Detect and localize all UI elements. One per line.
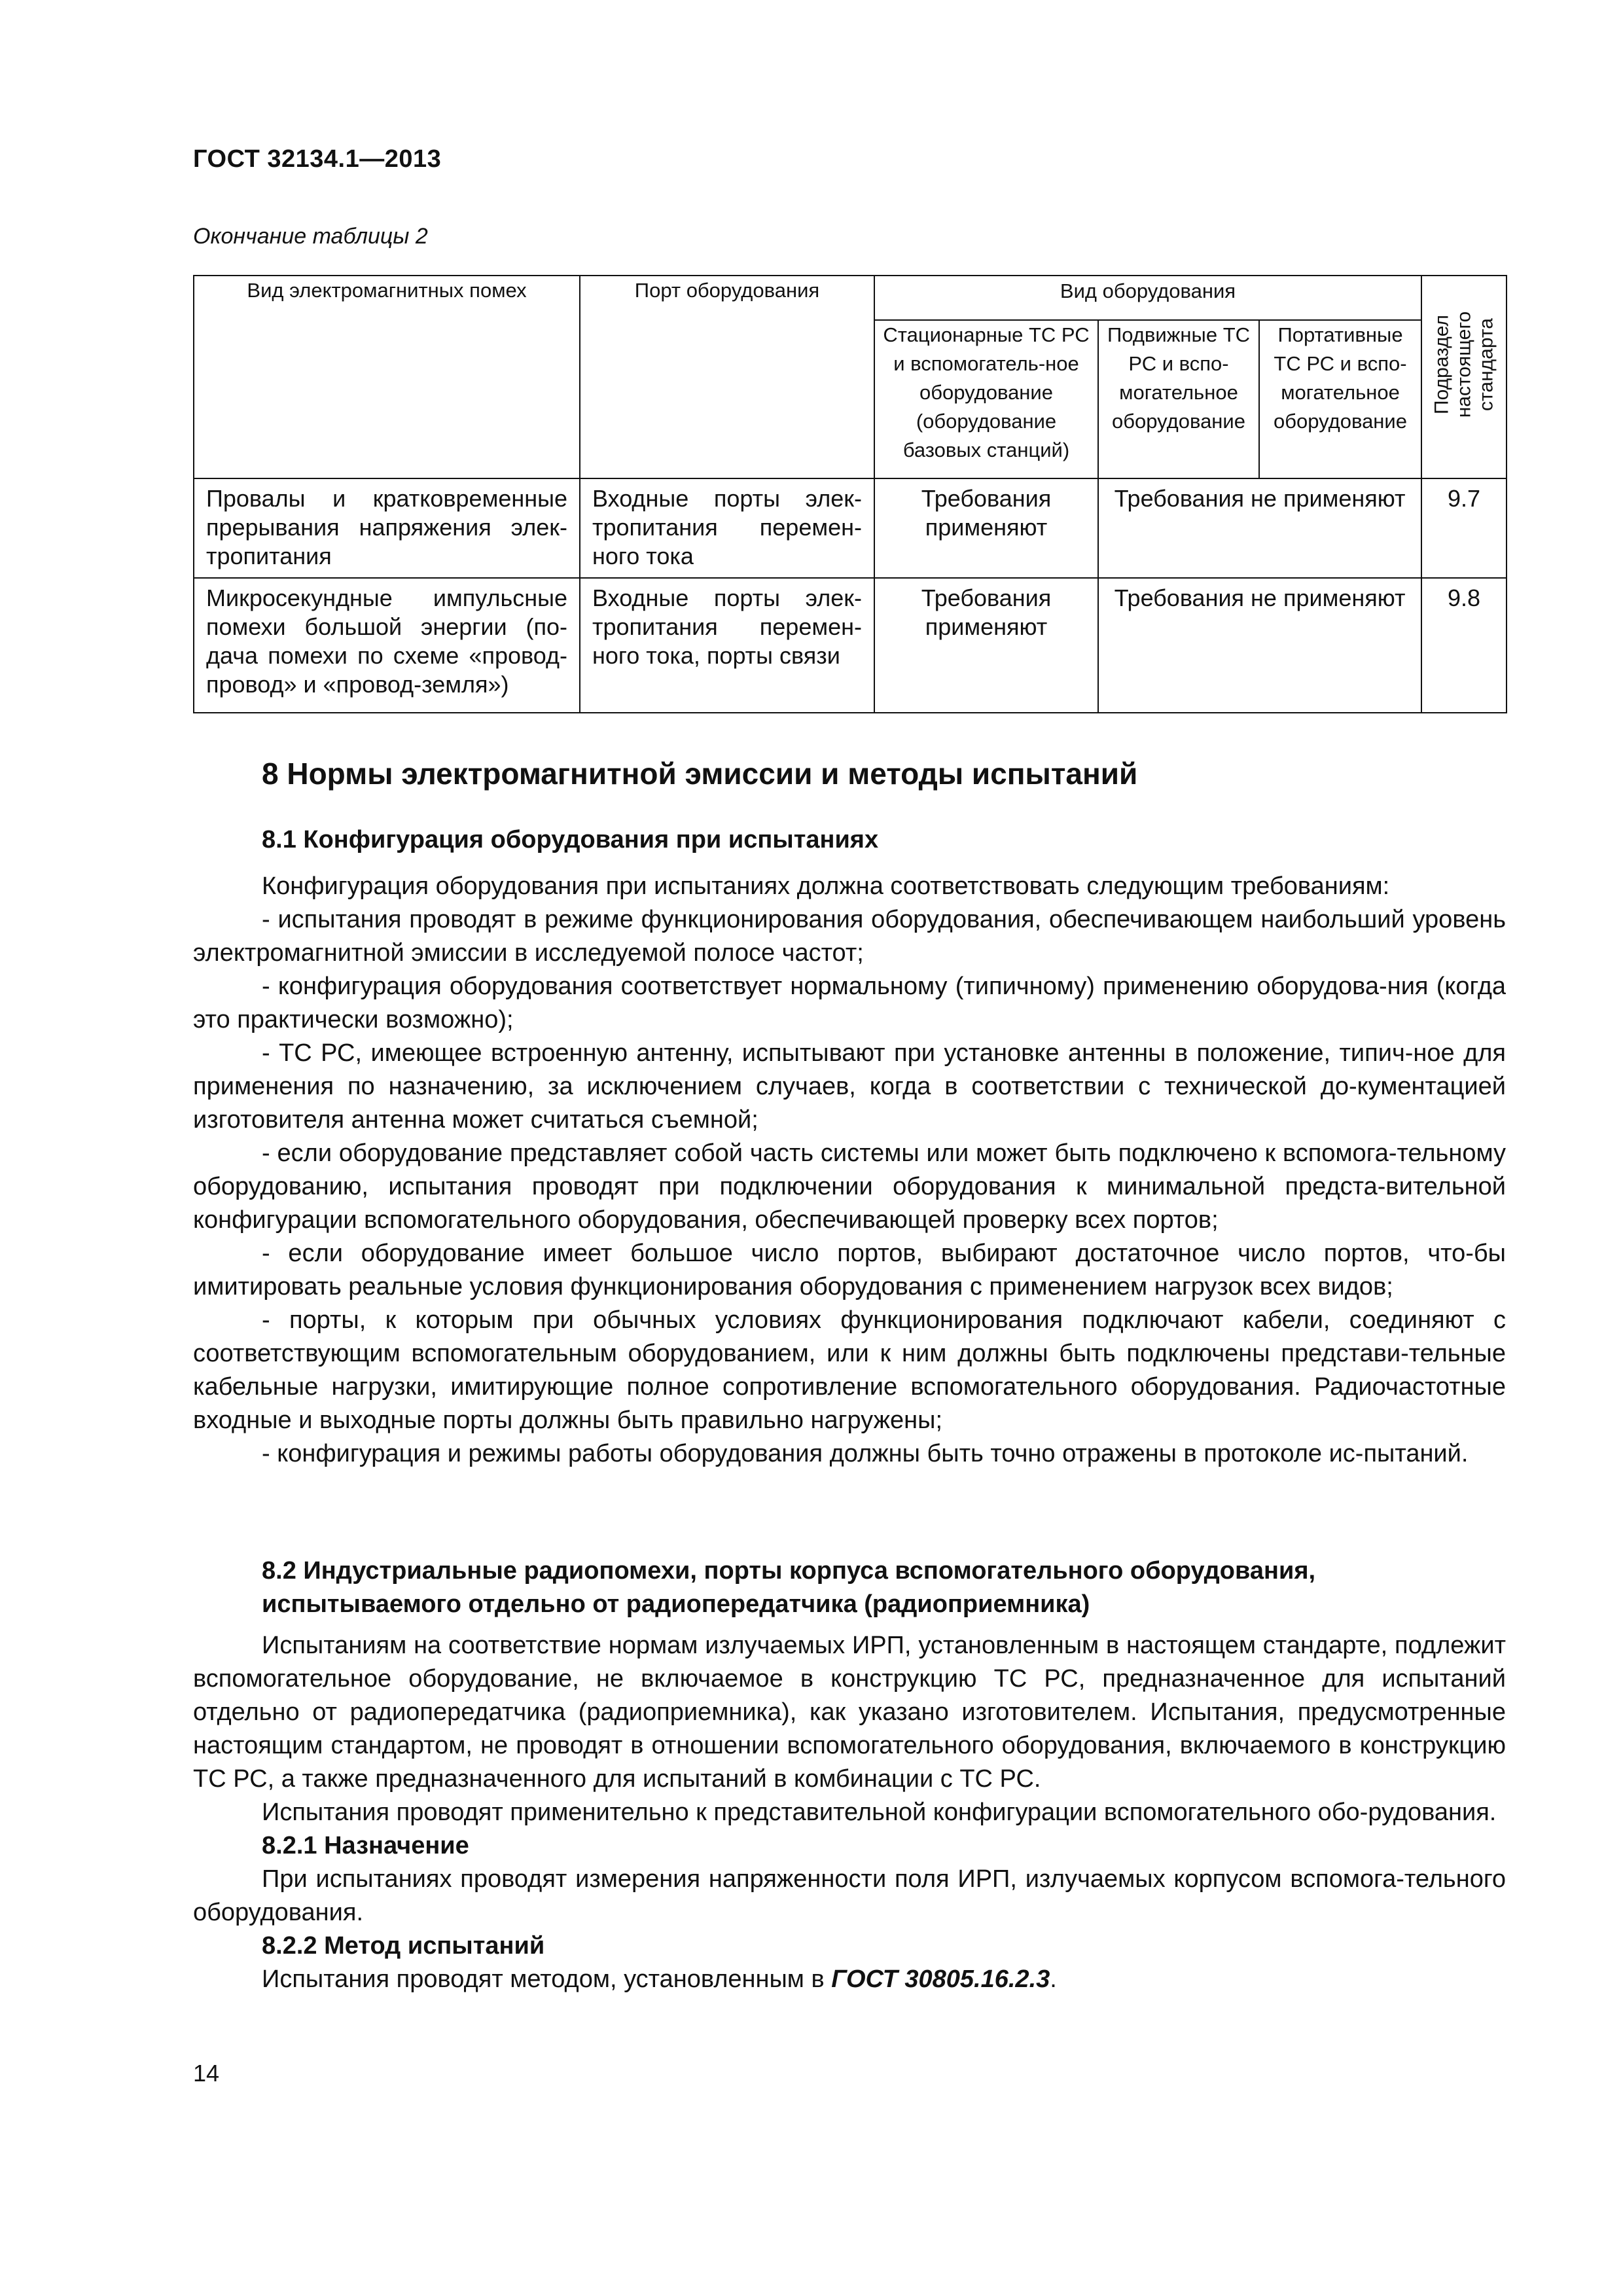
row-port: Входные порты элек-тропитания перемен-ного тока (580, 478, 874, 578)
row-subsection: 9.8 (1421, 578, 1507, 713)
row-subsection: 9.7 (1421, 478, 1507, 578)
section-8-2-2-title: 8.2.2 Метод испытаний (262, 1932, 545, 1960)
section-8-2-1-text: При испытаниях проводят измерения напряженности поля ИРП, излучаемых корпусом вспомога-тельного оборудования. (193, 1865, 1506, 1926)
list-item: - порты, к которым при обычных условиях функционирования подключают кабели, соединяют с соответствующим вспомогательным оборудованием, или к ним должны быть подключены представи-тельные кабельные нагрузки, имитирующие полное сопротивление вспомогательного оборудования. Радиочастотные входные и выходные порты должны быть правильно нагружены; (193, 1306, 1506, 1434)
section-8-2-paragraph-1: Испытаниям на соответствие нормам излучаемых ИРП, установленным в настоящем стандарте, подлежит вспомогательное оборудование, не включаемое в конструкцию ТС РС, предназначенное для испытаний отдельно от радиопередатчика (радиоприемника), как указано изготовителем. Испытания, предусмотренные настоящим стандартом, не проводят в отношении вспомогательного оборудования, включаемого в конструкцию ТС РС, а также предназначенного для испытаний в комбинации с ТС РС. (193, 1632, 1506, 1793)
header-emi-type: Вид электромагнитных помех (194, 276, 580, 478)
standard-reference-link[interactable]: ГОСТ 30805.16.2.3 (831, 1965, 1050, 1993)
method-text-end: . (1050, 1965, 1057, 1993)
row-port: Входные порты элек-тропитания перемен-ного тока, порты связи (580, 578, 874, 713)
section-8-2-title-line-2: испытываемого отдельно от радиопередатчика (радиоприемника) (262, 1590, 1090, 1618)
header-stationary: Стационарные ТС РС и вспомогатель-ное оборудование (оборудование базовых станций) (874, 320, 1098, 478)
list-item: - конфигурация оборудования соответствует нормальному (типичному) применению оборудова-ния (когда это практически возможно); (193, 973, 1506, 1033)
header-port: Порт оборудования (580, 276, 874, 478)
row-emi-type: Провалы и кратковременные прерывания напряжения элек-тропитания (194, 478, 580, 578)
section-8-2-1-title: 8.2.1 Назначение (262, 1832, 469, 1859)
table-caption: Окончание таблицы 2 (193, 224, 428, 249)
list-item: - ТС РС, имеющее встроенную антенну, испытывают при установке антенны в положение, типич-ное для применения по назначению, за исключением случаев, когда в соответствии с технической до-кументацией изготовителя антенна может считаться съемной; (193, 1039, 1506, 1134)
section-8-2-paragraph-2: Испытания проводят применительно к представительной конфигурации вспомогательного обо-рудования. (262, 1799, 1497, 1826)
table-row (194, 478, 1507, 578)
header-mobile: Подвижные ТС РС и вспо-могательное оборудование (1098, 320, 1259, 478)
emi-requirements-table (193, 275, 1507, 713)
header-subsection-label: Подраздел настоящего стандарта (1431, 311, 1497, 418)
section-8-2-title-line-1: 8.2 Индустриальные радиопомехи, порты корпуса вспомогательного оборудования, (262, 1557, 1316, 1585)
section-8-1-title: 8.1 Конфигурация оборудования при испытаниях (262, 826, 879, 853)
row-stationary-requirement: Требования применяют (874, 478, 1098, 578)
list-item: - испытания проводят в режиме функционирования оборудования, обеспечивающем наибольший уровень электромагнитной эмиссии в исследуемой полосе частот; (193, 906, 1506, 967)
section-8-1-intro: Конфигурация оборудования при испытаниях должна соответствовать следующим требованиям: (262, 872, 1390, 900)
header-subsection (1421, 276, 1507, 478)
list-item: - если оборудование имеет большое число портов, выбирают достаточное число портов, что-бы имитировать реальные условия функционирования оборудования с применением нагрузок всех видов; (193, 1240, 1506, 1300)
row-mobile-portable-requirement: Требования не применяют (1098, 478, 1421, 578)
method-text: Испытания проводят методом, установленным в (262, 1965, 832, 1993)
header-equipment-group: Вид оборудования (874, 276, 1421, 320)
row-mobile-portable-requirement: Требования не применяют (1098, 578, 1421, 713)
page-number: 14 (193, 2060, 220, 2087)
row-stationary-requirement: Требования применяют (874, 578, 1098, 713)
section-8-2-2-text (193, 1963, 1506, 1996)
section-8-2 (193, 1554, 1506, 1996)
table-header-row-1 (194, 276, 1507, 320)
list-item: - если оборудование представляет собой часть системы или может быть подключено к вспомога-тельному оборудованию, испытания проводят при подключении оборудования к минимальной предста-вительной конфигурации вспомогательного оборудования, обеспечивающей проверку всех портов; (193, 1139, 1506, 1234)
document-code: ГОСТ 32134.1—2013 (193, 145, 442, 173)
table-row (194, 578, 1507, 713)
list-item: - конфигурация и режимы работы оборудования должны быть точно отражены в протоколе ис-пытаний. (262, 1440, 1469, 1467)
row-emi-type: Микросекундные импульсные помехи большой энергии (по-дача помехи по схеме «провод-провод» и «провод-земля») (194, 578, 580, 713)
section-8-1 (193, 823, 1506, 1471)
section-8-title: 8 Нормы электромагнитной эмиссии и методы испытаний (262, 757, 1138, 791)
header-portable: Портативные ТС РС и вспо-могательное оборудование (1259, 320, 1421, 478)
